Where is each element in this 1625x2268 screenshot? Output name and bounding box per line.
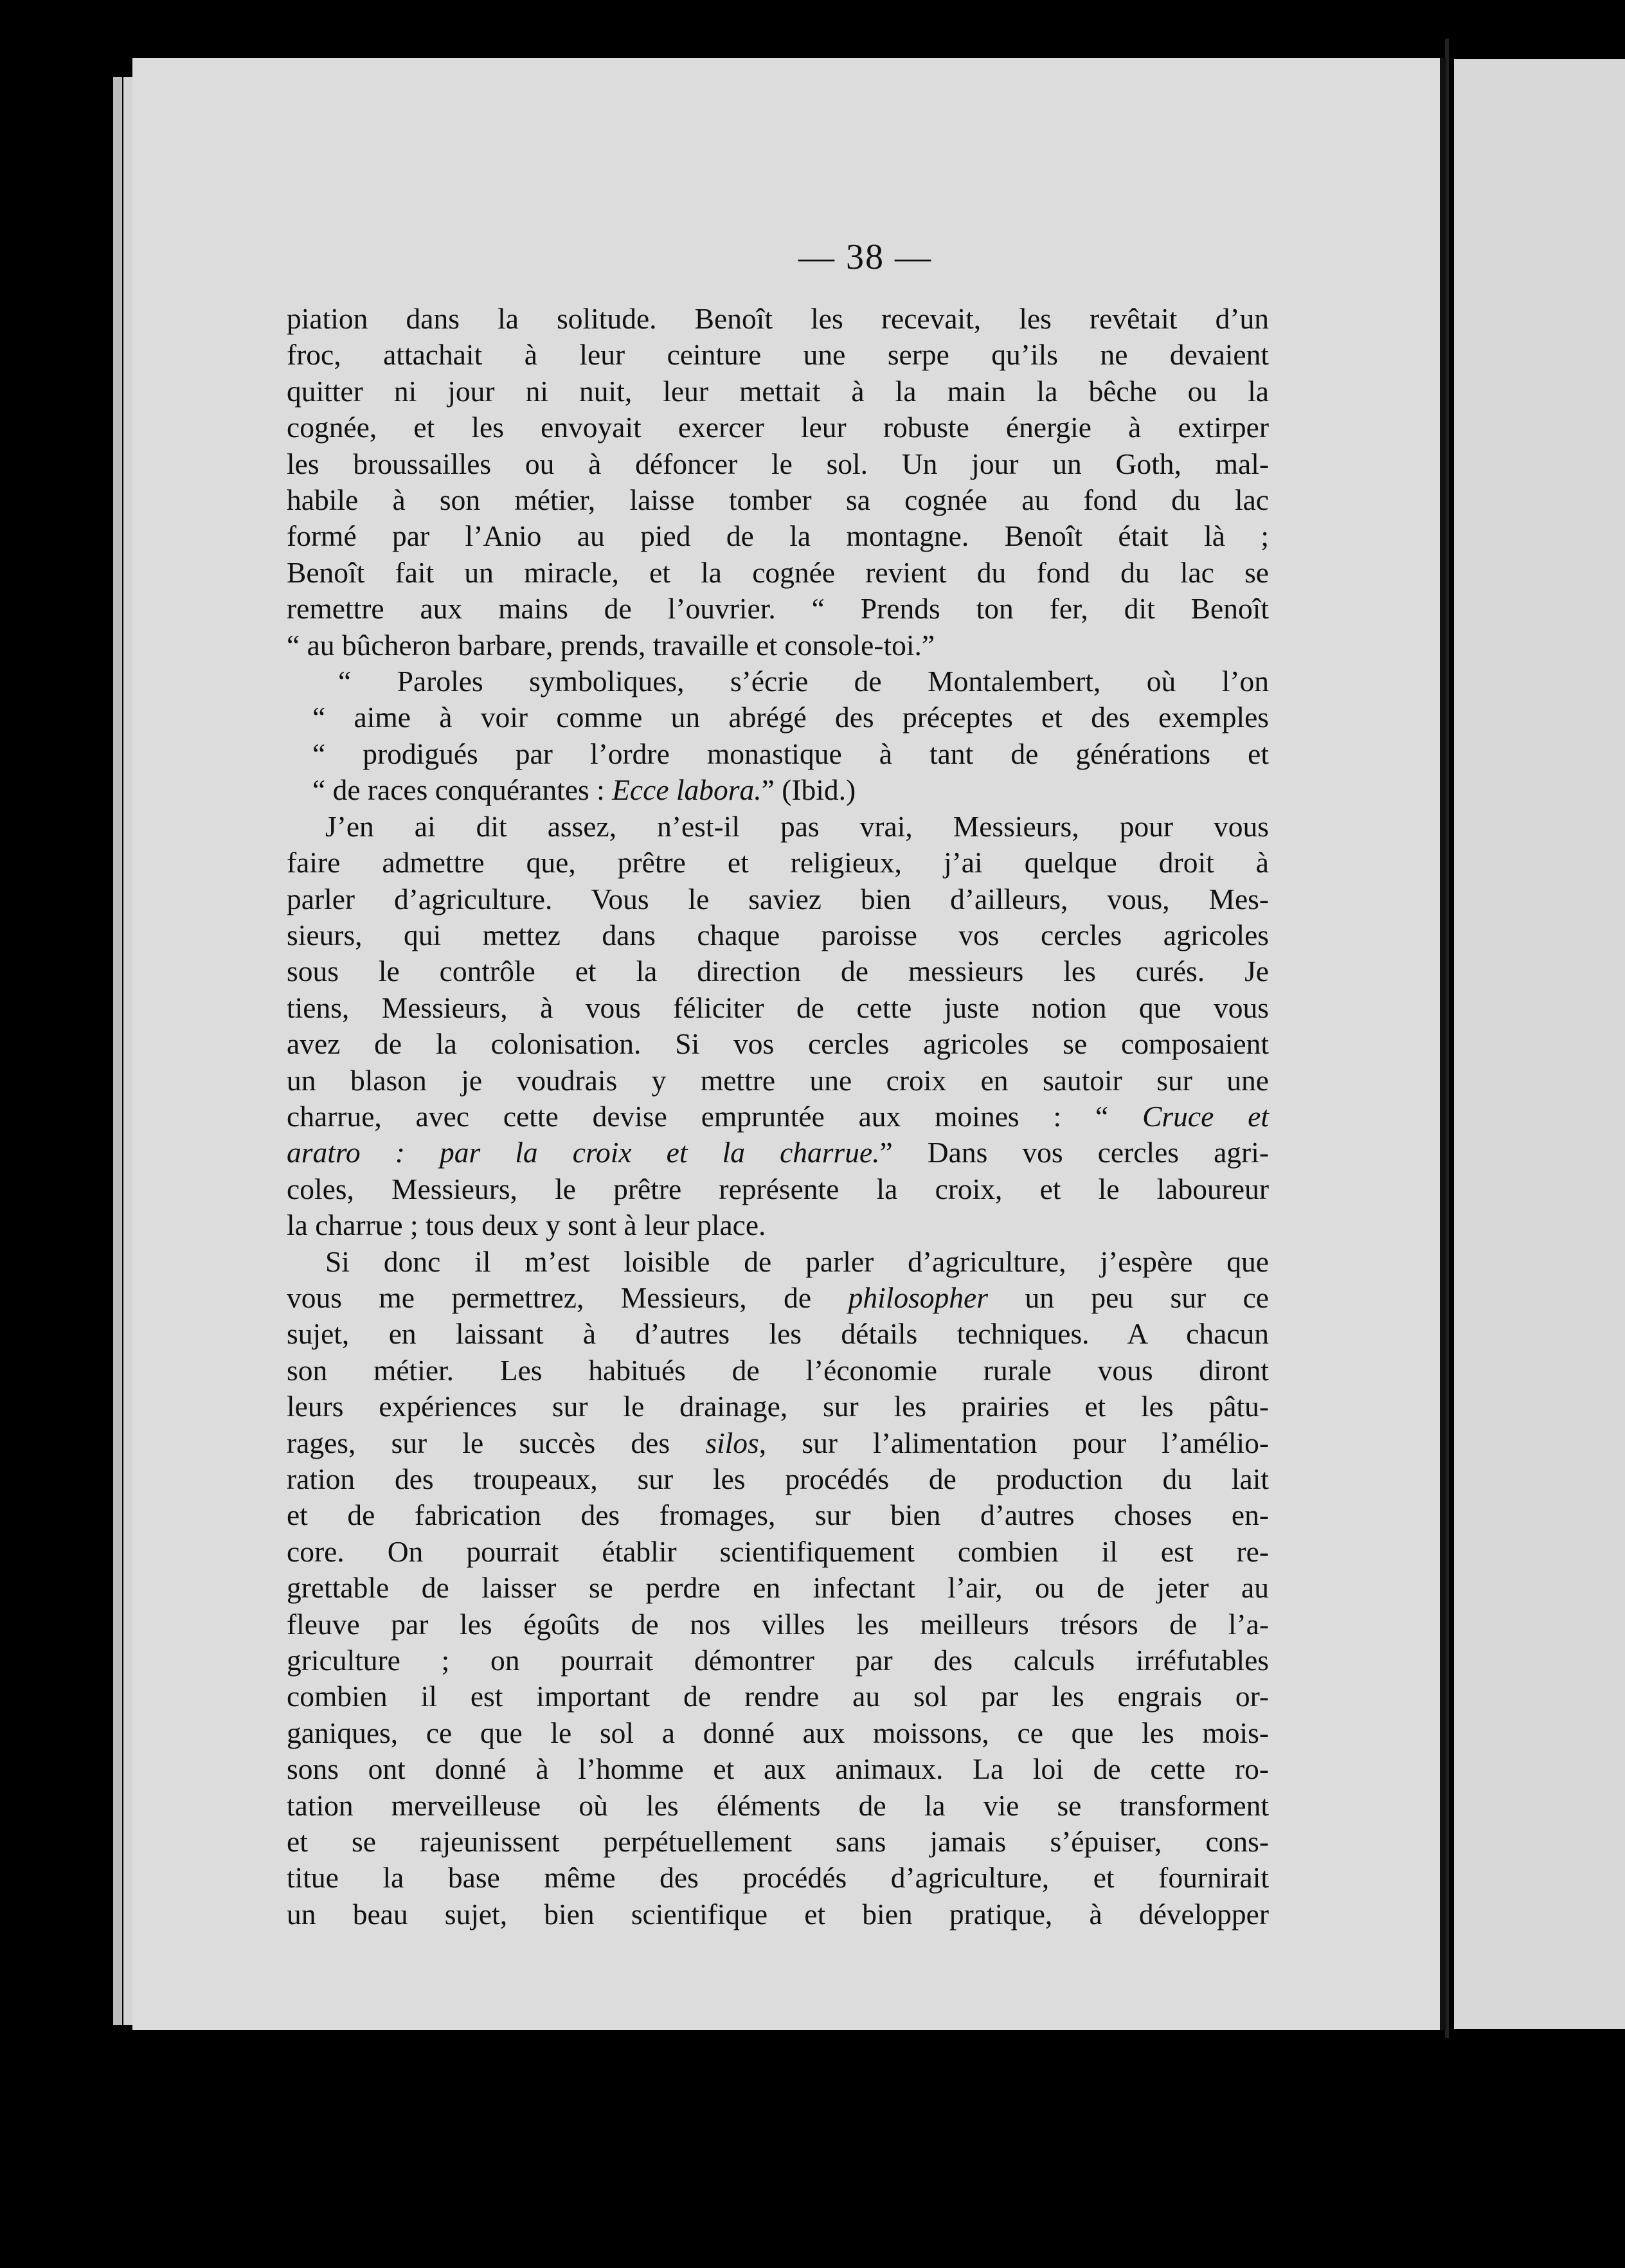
text-line: grettable de laisser se perdre en infectant l’air, ou de jeter au — [287, 1571, 1269, 1605]
text-line: J’en ai dit assez, n’est-il pas vrai, Messieurs, pour vous — [325, 809, 1269, 843]
text-line — [287, 1425, 1269, 1461]
text-line: habile à son métier, laisse tomber sa cognée au fond du lac — [287, 483, 1269, 517]
text-line: Si donc il m’est loisible de parler d’agriculture, j’espère que — [325, 1245, 1269, 1278]
text-line — [287, 1099, 1269, 1135]
text-line — [287, 1280, 1269, 1316]
text-line: un beau sujet, bien scientifique et bien pratique, à développer — [287, 1897, 1269, 1931]
text-line: “ au bûcheron barbare, prends, travaille et console-toi.” — [287, 628, 935, 662]
text-line: un blason je voudrais y mettre une croix en sautoir sur une — [287, 1063, 1269, 1097]
text-line: Benoît fait un miracle, et la cognée revient du fond du lac se — [287, 555, 1269, 589]
text-run: rages, sur le succès des — [287, 1426, 670, 1459]
text-line: coles, Messieurs, le prêtre représente la croix, et le laboureur — [287, 1172, 1269, 1205]
page-edge — [123, 77, 132, 2025]
text-line: griculture ; on pourrait démontrer par des calculs irréfutables — [287, 1644, 1269, 1677]
italic-text: silos — [705, 1426, 759, 1459]
text-line: fleuve par les égoûts de nos villes les meilleurs trésors de l’a- — [287, 1607, 1269, 1641]
text-line: tiens, Messieurs, à vous féliciter de cette juste notion que vous — [287, 991, 1269, 1024]
text-line: combien il est important de rendre au sol par les engrais or- — [287, 1680, 1269, 1713]
text-run: “ de races conquérantes : — [312, 773, 605, 807]
italic-text: Cruce et — [1142, 1099, 1269, 1133]
text-line — [287, 1135, 1269, 1171]
text-line: sieurs, qui mettez dans chaque paroisse vos cercles agricoles — [287, 918, 1269, 951]
italic-text: philosopher — [848, 1281, 988, 1314]
text-run: vous me permettrez, Messieurs, de — [287, 1281, 812, 1314]
text-line — [287, 772, 1269, 808]
italic-text: Ecce labora. — [612, 773, 762, 807]
text-line: sons ont donné à l’homme et aux animaux. La loi de cette ro- — [287, 1752, 1269, 1786]
paragraph — [287, 301, 1269, 663]
text-line: les broussailles ou à défoncer le sol. Un jour un Goth, mal- — [287, 447, 1269, 480]
text-run: ” (Ibid.) — [761, 773, 856, 807]
paragraph — [287, 809, 1269, 1244]
text-line: sujet, en laissant à d’autres les détails techniques. A chacun — [287, 1317, 1269, 1351]
text-run: , sur l’alimentation pour l’amélio- — [759, 1426, 1269, 1459]
opposite-page-edge — [1454, 59, 1625, 2029]
text-line: ganiques, ce que le sol a donné aux moissons, ce que les mois- — [287, 1716, 1269, 1749]
text-run: charrue, avec cette devise empruntée aux moines : “ — [287, 1099, 1109, 1133]
italic-text: aratro : par la croix et la charrue. — [287, 1136, 880, 1169]
text-line: remettre aux mains de l’ouvrier. “ Prends ton fer, dit Benoît — [287, 592, 1269, 626]
text-line: cognée, et les envoyait exercer leur robuste énergie à extirper — [287, 411, 1269, 444]
text-line: parler d’agriculture. Vous le saviez bien d’ailleurs, vous, Mes- — [287, 882, 1269, 915]
text-run: un peu sur ce — [1025, 1281, 1270, 1314]
text-line: leurs expériences sur le drainage, sur les prairies et les pâtu- — [287, 1390, 1269, 1423]
text-line: titue la base même des procédés d’agriculture, et fournirait — [287, 1861, 1269, 1895]
text-run: ” Dans vos cercles agri- — [879, 1136, 1269, 1169]
page-edge — [113, 77, 122, 2025]
text-line: et se rajeunissent perpétuellement sans jamais s’épuiser, cons- — [287, 1825, 1269, 1859]
text-line: et de fabrication des fromages, sur bien d’autres choses en- — [287, 1498, 1269, 1532]
text-line: la charrue ; tous deux y sont à leur place. — [287, 1209, 766, 1242]
text-line: ration des troupeaux, sur les procédés de production du lait — [287, 1462, 1269, 1495]
text-line: piation dans la solitude. Benoît les recevait, les revêtait d’un — [287, 302, 1269, 335]
text-line: tation merveilleuse où les éléments de la vie se transforment — [287, 1788, 1269, 1822]
text-line: formé par l’Anio au pied de la montagne. Benoît était là ; — [287, 519, 1269, 553]
text-line: froc, attachait à leur ceinture une serpe qu’ils ne devaient — [287, 338, 1269, 372]
text-line: avez de la colonisation. Si vos cercles agricoles se composaient — [287, 1027, 1269, 1061]
text-line: “ aime à voir comme un abrégé des préceptes et des exemples — [312, 701, 1269, 734]
text-line: faire admettre que, prêtre et religieux, j’ai quelque droit à — [287, 846, 1269, 879]
body-text — [287, 301, 1269, 1932]
text-line: son métier. Les habitués de l’économie rurale vous diront — [287, 1353, 1269, 1387]
text-line: “ Paroles symboliques, s’écrie de Montalembert, où l’on — [338, 665, 1269, 698]
page-number: — 38 — — [798, 237, 932, 277]
text-line: core. On pourrait établir scientifiquement combien il est re- — [287, 1534, 1269, 1568]
text-line: sous le contrôle et la direction de messieurs les curés. Je — [287, 955, 1269, 988]
text-line: quitter ni jour ni nuit, leur mettait à la main la bêche ou la — [287, 374, 1269, 408]
text-line: “ prodigués par l’ordre monastique à tant de générations et — [312, 737, 1269, 770]
paragraph — [287, 1244, 1269, 1933]
quotation-paragraph — [287, 663, 1269, 809]
